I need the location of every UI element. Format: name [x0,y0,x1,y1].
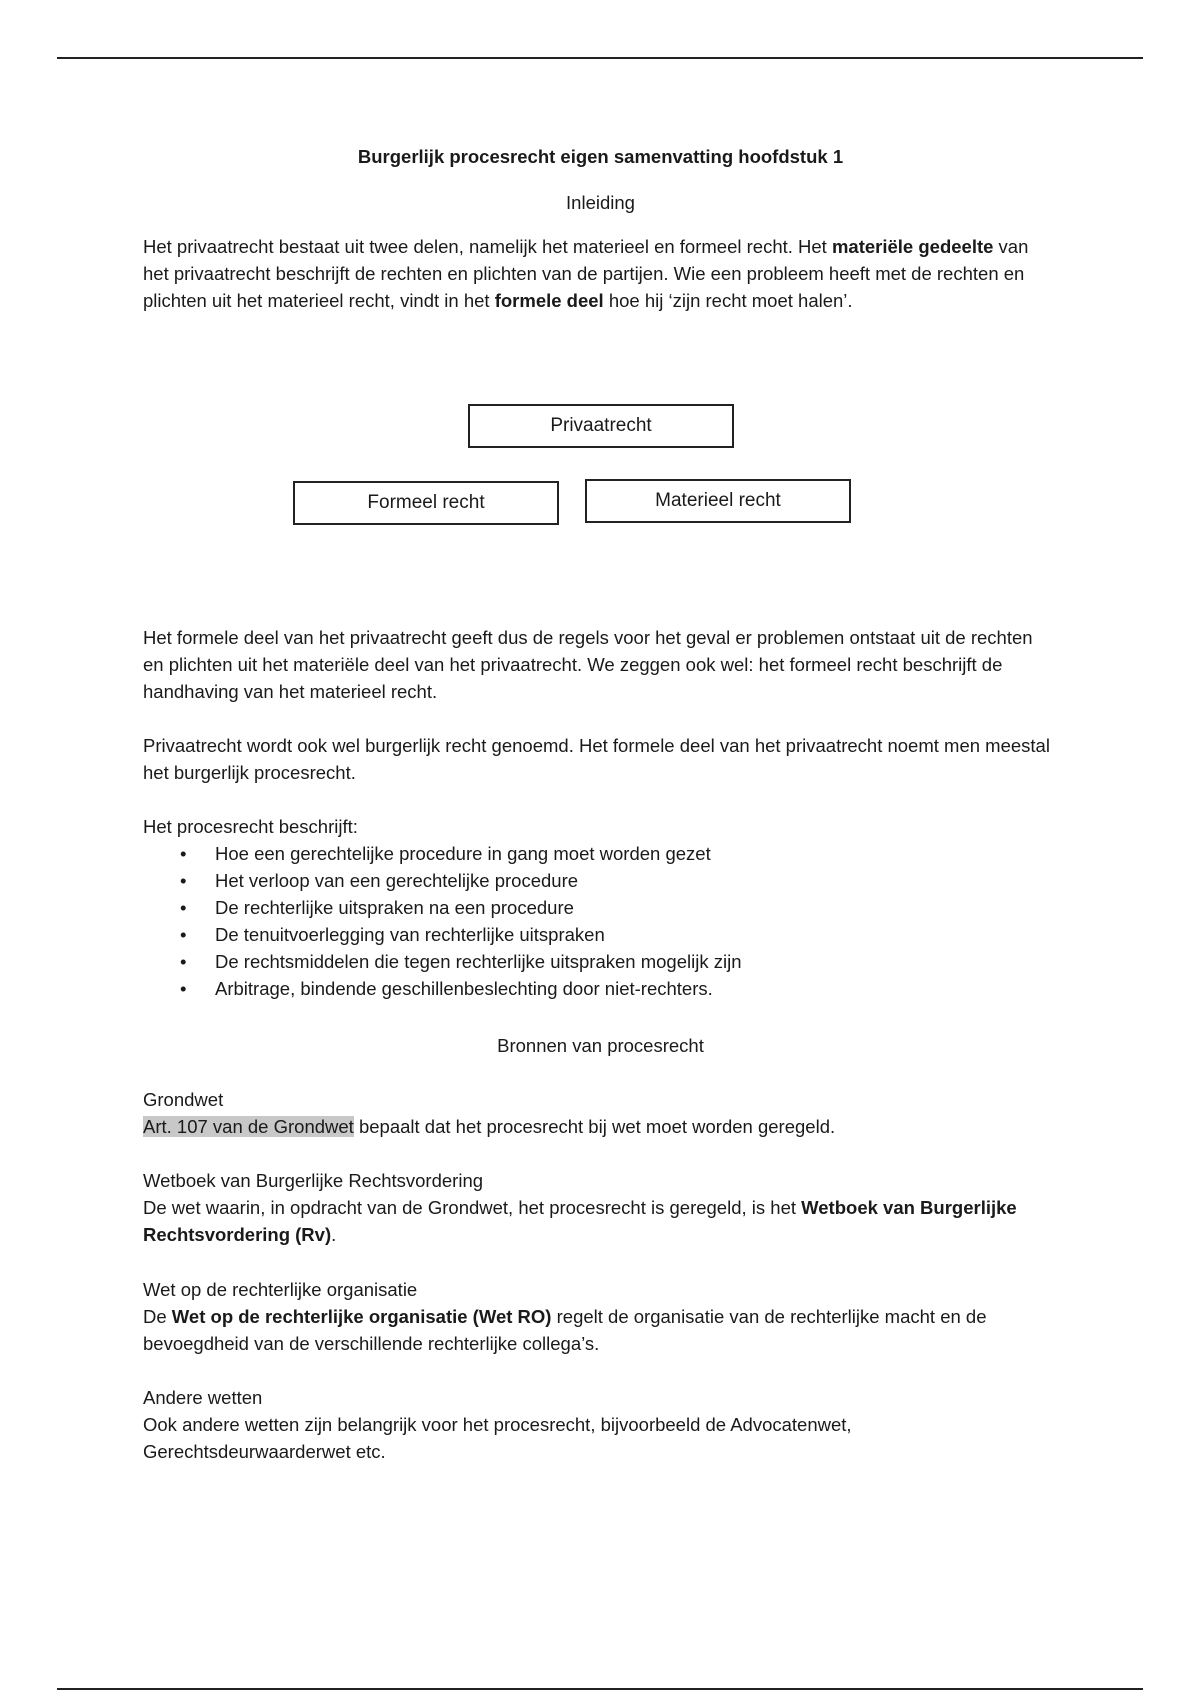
intro-paragraph: Het privaatrecht bestaat uit twee delen, namelijk het materieel en formeel recht. Het materiële gedeelte van het privaatrecht beschrijft de rechten en plichten van de partijen. Wie een probleem heeft met de rechten en plichten uit het materieel recht, vindt in het formele deel hoe hij ‘zijn recht moet halen’. [143,236,1029,311]
document-title: Burgerlijk procesrecht eigen samenvatting hoofdstuk 1 [357,146,844,167]
heading-rv: Wetboek van Burgerlijke Rechtsvordering [143,1170,484,1191]
list-item: • De rechtsmiddelen die tegen rechterlijke uitspraken mogelijk zijn [143,948,741,975]
diagram-box-privaatrecht: Privaatrecht [468,404,734,448]
footer-rule [57,1688,1143,1690]
bullet-icon: • [180,978,187,999]
heading-andere-wetten: Andere wetten [143,1387,263,1408]
section-title-bronnen: Bronnen van procesrecht [497,1035,704,1056]
bullet-icon: • [180,843,187,864]
list-item: • Het verloop van een gerechtelijke procedure [143,867,741,894]
list-intro: Het procesrecht beschrijft: [143,816,358,837]
section-title-inleiding: Inleiding [566,192,635,213]
bullet-icon: • [180,870,187,891]
diagram-box-materieel-recht: Materieel recht [585,479,851,523]
list-item: • De rechterlijke uitspraken na een procedure [143,894,741,921]
list-item: • De tenuitvoerlegging van rechterlijke uitspraken [143,921,741,948]
paragraph-burgerlijk-recht: Privaatrecht wordt ook wel burgerlijk recht genoemd. Het formele deel van het privaatrecht noemt men meestal het burgerlijk procesrecht. [143,735,1050,783]
procesrecht-list [143,840,741,1002]
paragraph-ro: De Wet op de rechterlijke organisatie (Wet RO) regelt de organisatie van de rechterlijke macht en de bevoegdheid van de verschillende rechterlijke collega’s. [143,1306,987,1354]
paragraph-handhaving: Het formele deel van het privaatrecht geeft dus de regels voor het geval er problemen ontstaat uit de rechten en plichten uit het materiële deel van het privaatrecht. We zeggen ook wel: het formeel recht beschrijft de handhaving van het materieel recht. [143,627,1033,702]
diagram-box-formeel-recht: Formeel recht [293,481,559,525]
bullet-icon: • [180,951,187,972]
list-item: • Hoe een gerechtelijke procedure in gang moet worden gezet [143,840,741,867]
header-rule [57,57,1143,59]
list-item: • Arbitrage, bindende geschillenbeslechting door niet-rechters. [143,975,741,1002]
paragraph-andere-wetten: Ook andere wetten zijn belangrijk voor het procesrecht, bijvoorbeeld de Advocatenwet, Gerechtsdeurwaarderwet etc. [143,1414,852,1462]
bullet-icon: • [180,897,187,918]
bullet-icon: • [180,924,187,945]
heading-ro: Wet op de rechterlijke organisatie [143,1279,418,1300]
highlighted-text: Art. 107 van de Grondwet [143,1116,354,1137]
heading-grondwet: Grondwet [143,1089,224,1110]
paragraph-rv: De wet waarin, in opdracht van de Grondwet, het procesrecht is geregeld, is het Wetboek van Burgerlijke Rechtsvordering (Rv). [143,1197,1017,1245]
paragraph-grondwet: Art. 107 van de Grondwet bepaalt dat het procesrecht bij wet moet worden geregeld. [143,1116,836,1137]
